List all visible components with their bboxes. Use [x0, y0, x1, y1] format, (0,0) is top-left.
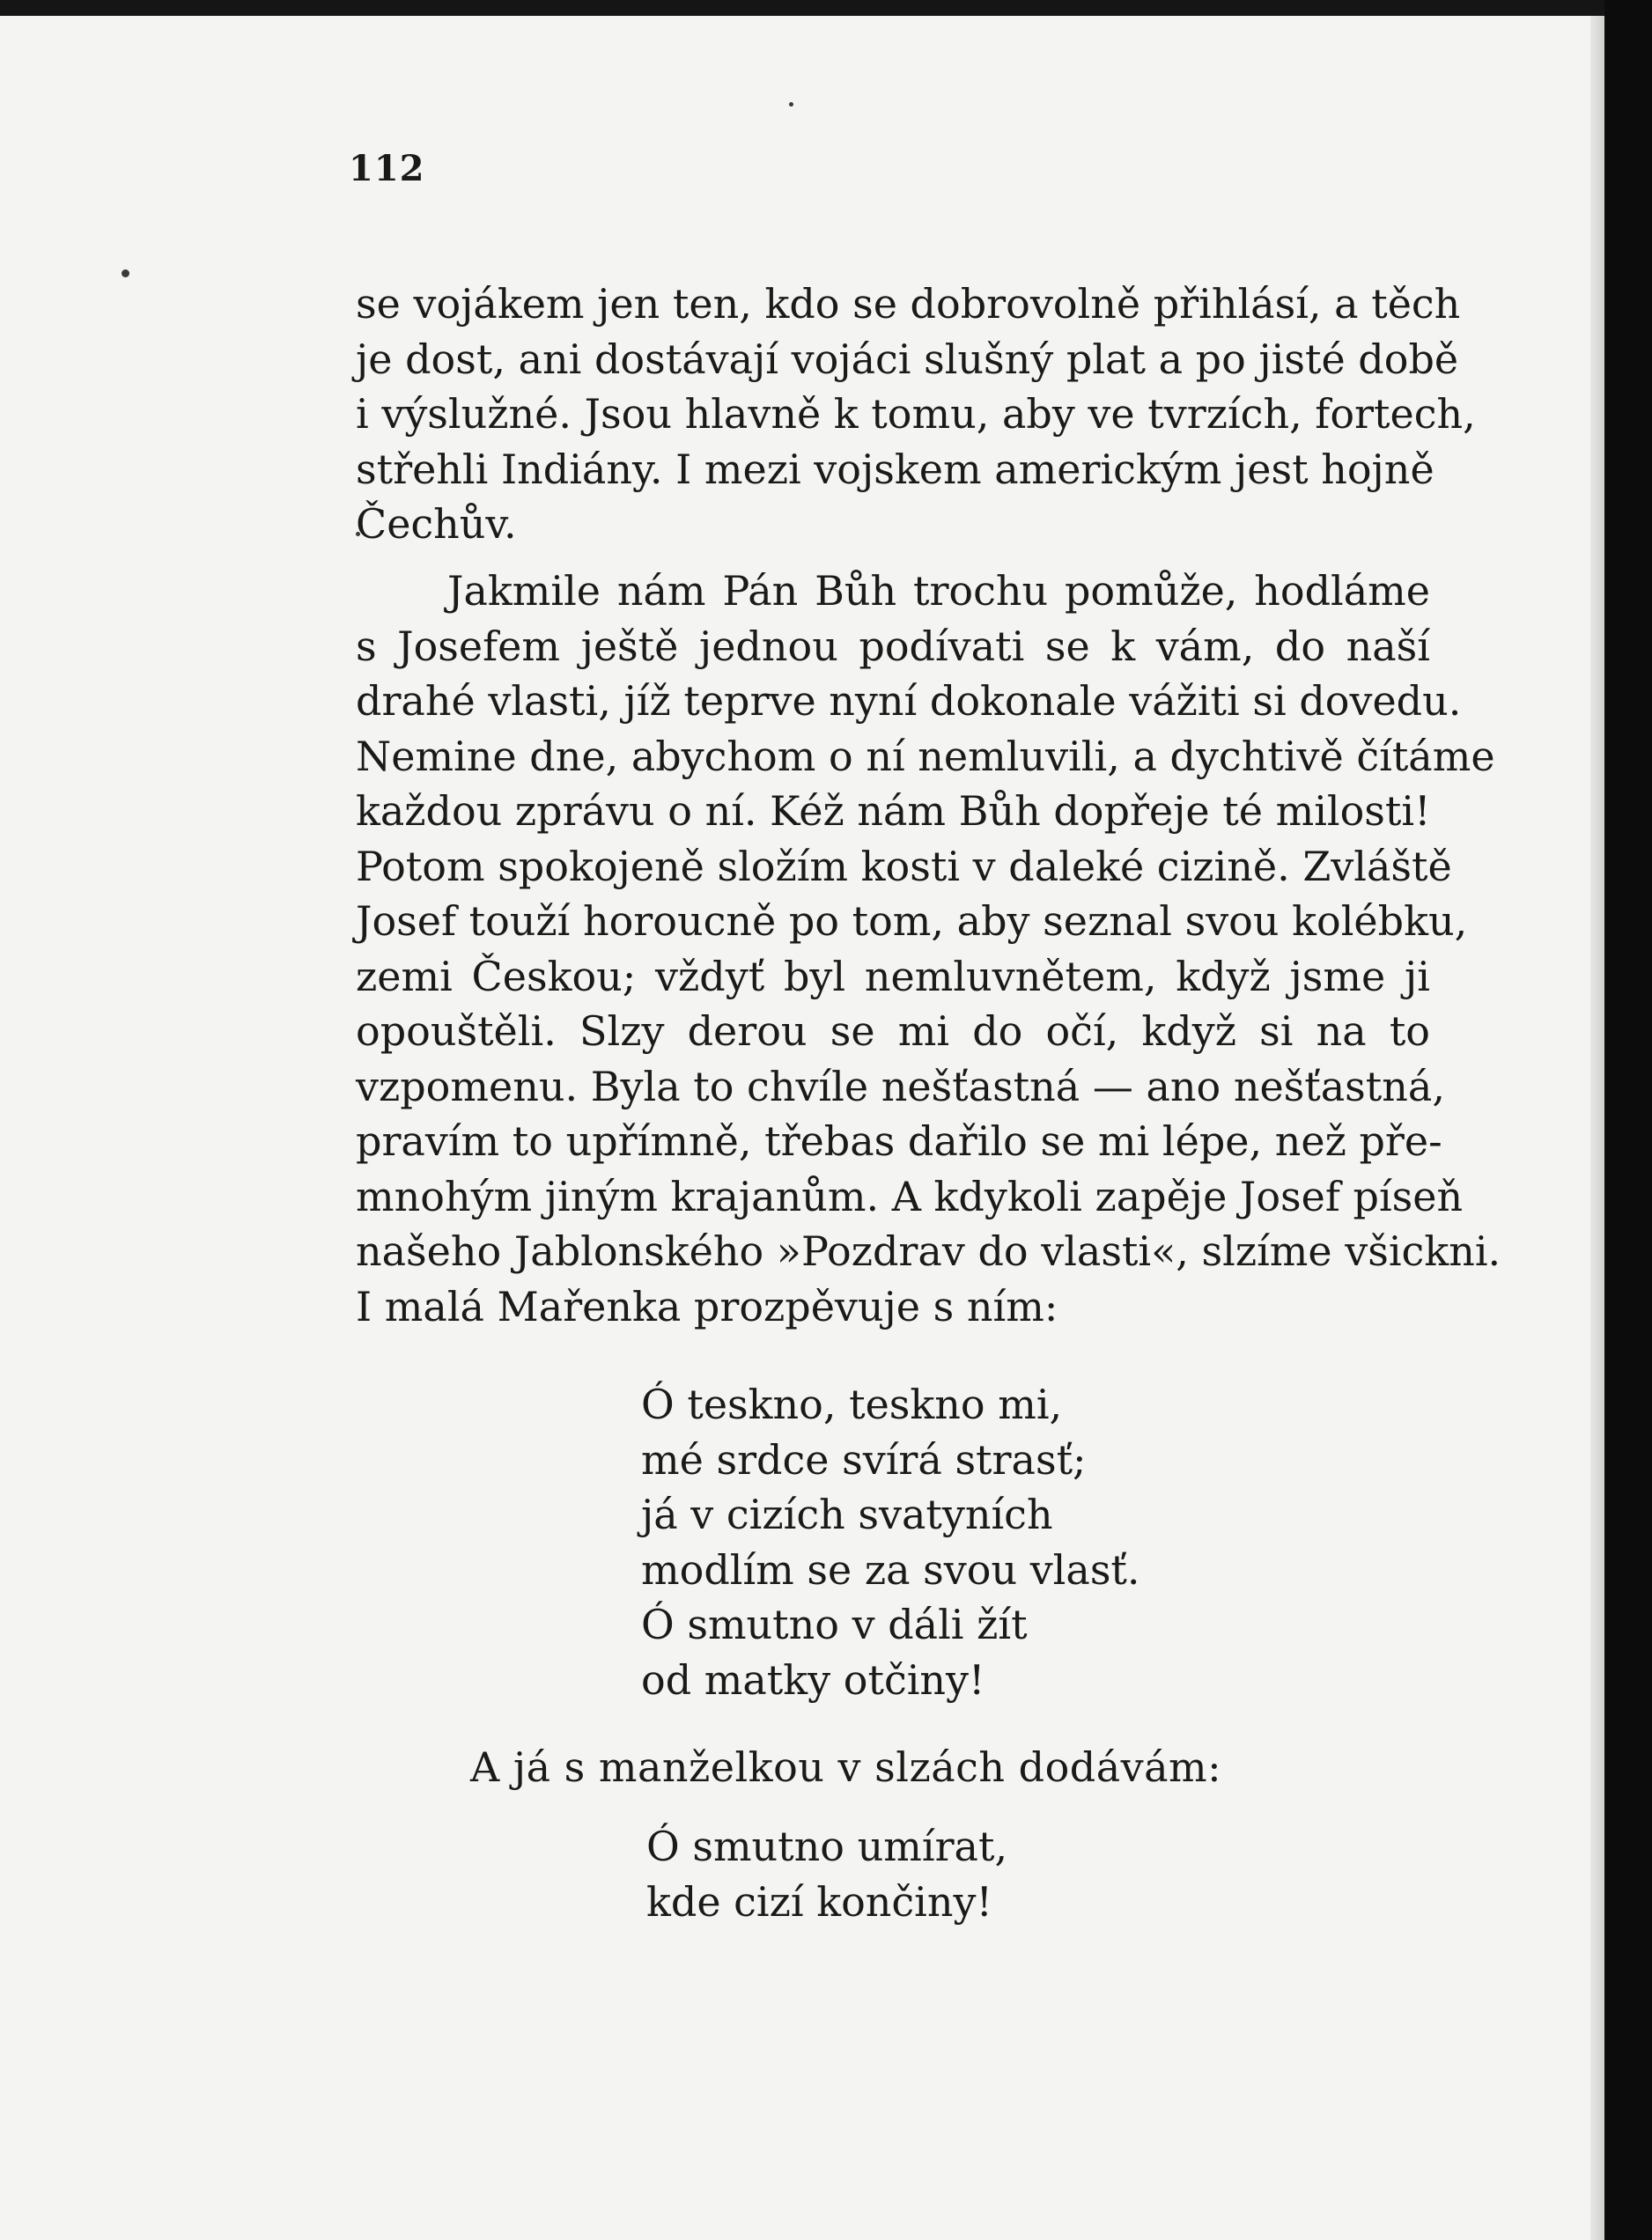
verse-2 [646, 1819, 1007, 1929]
verse-line: Ó smutno umírat, [646, 1823, 1008, 1870]
book-spine-shadow [1604, 0, 1652, 2240]
text-line: našeho Jablonského »Pozdrav do vlasti«, slzíme všickni. [356, 1227, 1501, 1275]
text-line: se vojákem jen ten, kdo se dobrovolně přihlásí, a těch [356, 280, 1461, 328]
verse-line: Ó teskno, teskno mi, [641, 1381, 1063, 1428]
text-line: zemi Českou; vždyť byl nemluvnětem, když jsme ji [356, 952, 1430, 1000]
verse-line: mé srdce svírá strasť; [641, 1435, 1087, 1484]
paragraph-2 [356, 564, 1501, 1334]
text-line: s Josefem ještě jednou podívati se k vám, do naší [356, 622, 1430, 670]
verse-line: Ó smutno v dáli žít [641, 1601, 1028, 1648]
page-edge [1590, 16, 1604, 2240]
text-line: Nemine dne, abychom o ní nemluvili, a dychtivě čítáme [356, 732, 1495, 780]
text-line: drahé vlasti, jíž teprve nyní dokonale vážiti si dovedu. [356, 677, 1462, 725]
text-line: je dost, ani dostávají vojáci slušný plat a po jisté době [356, 335, 1459, 383]
book-page [0, 16, 1604, 2240]
verse-line: kde cizí končiny! [646, 1877, 992, 1926]
text-line: opouštěli. Slzy derou se mi do očí, když si na to [356, 1007, 1430, 1055]
text-line: Potom spokojeně složím kosti v daleké cizině. Zvláště [356, 842, 1452, 890]
text-line: vzpomenu. Byla to chvíle nešťastná — ano nešťastná, [356, 1062, 1445, 1110]
verse-1 [641, 1377, 1140, 1707]
text-line: i výslužné. Jsou hlavně k tomu, aby ve tvrzích, fortech, [356, 390, 1476, 438]
verse-line: já v cizích svatyních [641, 1491, 1053, 1538]
text-line: pravím to upřímně, třebas dařilo se mi lépe, než pře- [356, 1117, 1442, 1165]
text-line: Čechův. [356, 500, 517, 548]
verse-line: od matky otčiny! [641, 1655, 985, 1704]
verse-line: modlím se za svou vlasť. [641, 1545, 1140, 1594]
interlude-line: A já s manželkou v slzách dodávám: [470, 1743, 1222, 1791]
page-number: 112 [349, 148, 425, 189]
text-line: I malá Mařenka prozpěvuje s ním: [356, 1282, 1058, 1330]
text-line: Josef touží horoucně po tom, aby seznal svou kolébku, [356, 897, 1468, 945]
ink-speck [789, 102, 793, 107]
text-line: Jakmile nám Pán Bůh trochu pomůže, hodláme [447, 567, 1430, 615]
text-line: každou zprávu o ní. Kéž nám Bůh dopřeje té milosti! [356, 787, 1431, 835]
ink-speck [122, 269, 129, 277]
text-line: střehli Indiány. I mezi vojskem americkým jest hojně [356, 445, 1434, 493]
paragraph-1 [356, 276, 1476, 552]
text-line: mnohým jiným krajanům. A kdykoli zapěje Josef píseň [356, 1172, 1464, 1220]
